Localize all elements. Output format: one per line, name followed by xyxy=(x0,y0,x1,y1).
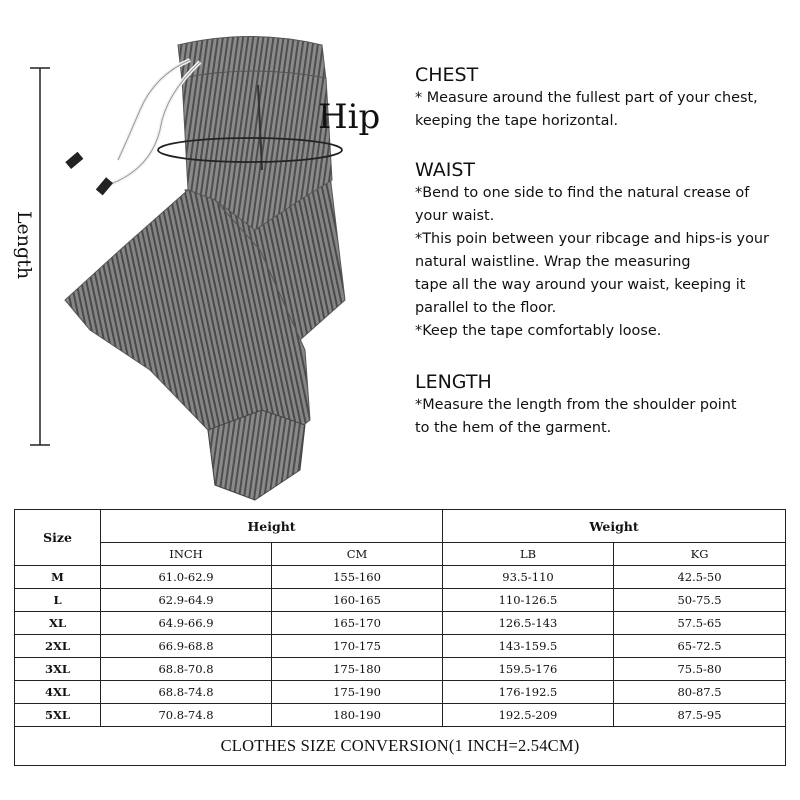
lb-cell: 143-159.5 xyxy=(443,635,614,658)
waist-line: your waist. xyxy=(415,208,495,224)
size-cell: 3XL xyxy=(15,658,101,681)
cm-cell: 175-190 xyxy=(272,681,443,704)
inch-cell: 64.9-66.9 xyxy=(101,612,272,635)
size-conversion-table xyxy=(14,509,786,766)
cm-cell: 155-160 xyxy=(272,566,443,589)
size-cell: XL xyxy=(15,612,101,635)
weight-header: Weight xyxy=(443,510,786,543)
inch-cell: 68.8-74.8 xyxy=(101,681,272,704)
kg-cell: 42.5-50 xyxy=(614,566,786,589)
lb-cell: 159.5-176 xyxy=(443,658,614,681)
cm-cell: 165-170 xyxy=(272,612,443,635)
unit-header-cm: CM xyxy=(272,543,443,566)
chest-line: keeping the tape horizontal. xyxy=(415,113,619,129)
lb-cell: 176-192.5 xyxy=(443,681,614,704)
kg-cell: 57.5-65 xyxy=(614,612,786,635)
lb-cell: 126.5-143 xyxy=(443,612,614,635)
kg-cell: 65-72.5 xyxy=(614,635,786,658)
table-row xyxy=(15,681,786,704)
kg-cell: 75.5-80 xyxy=(614,658,786,681)
length-section xyxy=(415,370,737,440)
table-row xyxy=(15,612,786,635)
waist-line: tape all the way around your waist, keeping it xyxy=(415,277,746,293)
waist-line: *Bend to one side to find the natural crease of xyxy=(415,185,750,201)
chest-line: * Measure around the fullest part of your chest, xyxy=(415,90,758,106)
size-cell: M xyxy=(15,566,101,589)
waist-line: natural waistline. Wrap the measuring xyxy=(415,254,691,270)
chest-section xyxy=(415,63,758,133)
kg-cell: 50-75.5 xyxy=(614,589,786,612)
size-cell: 4XL xyxy=(15,681,101,704)
kg-cell: 87.5-95 xyxy=(614,704,786,727)
size-header: Size xyxy=(15,510,101,566)
lb-cell: 93.5-110 xyxy=(443,566,614,589)
table-row xyxy=(15,589,786,612)
waist-section xyxy=(415,158,769,343)
length-line: to the hem of the garment. xyxy=(415,420,612,436)
cm-cell: 180-190 xyxy=(272,704,443,727)
height-header: Height xyxy=(101,510,443,543)
table-row xyxy=(15,566,786,589)
size-cell: 2XL xyxy=(15,635,101,658)
table-row xyxy=(15,658,786,681)
chest-title: CHEST xyxy=(415,64,479,86)
table-row xyxy=(15,635,786,658)
inch-cell: 62.9-64.9 xyxy=(101,589,272,612)
table-row xyxy=(15,704,786,727)
conversion-footer: CLOTHES SIZE CONVERSION(1 INCH=2.54CM) xyxy=(15,727,786,766)
cm-cell: 160-165 xyxy=(272,589,443,612)
lb-cell: 110-126.5 xyxy=(443,589,614,612)
size-cell: L xyxy=(15,589,101,612)
hip-label: Hip xyxy=(318,97,381,137)
inch-cell: 61.0-62.9 xyxy=(101,566,272,589)
waist-line: parallel to the floor. xyxy=(415,300,557,316)
size-cell: 5XL xyxy=(15,704,101,727)
lb-cell: 192.5-209 xyxy=(443,704,614,727)
pants-illustration xyxy=(0,0,400,505)
unit-header-kg: KG xyxy=(614,543,786,566)
length-line: *Measure the length from the shoulder point xyxy=(415,397,737,413)
kg-cell: 80-87.5 xyxy=(614,681,786,704)
waist-line: *This poin between your ribcage and hips-is your xyxy=(415,231,769,247)
length-title: LENGTH xyxy=(415,371,492,393)
waist-line: *Keep the tape comfortably loose. xyxy=(415,323,662,339)
unit-header-inch: INCH xyxy=(101,543,272,566)
waist-title: WAIST xyxy=(415,159,476,181)
inch-cell: 66.9-68.8 xyxy=(101,635,272,658)
inch-cell: 68.8-70.8 xyxy=(101,658,272,681)
length-label: Length xyxy=(13,210,35,280)
cm-cell: 170-175 xyxy=(272,635,443,658)
cm-cell: 175-180 xyxy=(272,658,443,681)
unit-header-lb: LB xyxy=(443,543,614,566)
inch-cell: 70.8-74.8 xyxy=(101,704,272,727)
